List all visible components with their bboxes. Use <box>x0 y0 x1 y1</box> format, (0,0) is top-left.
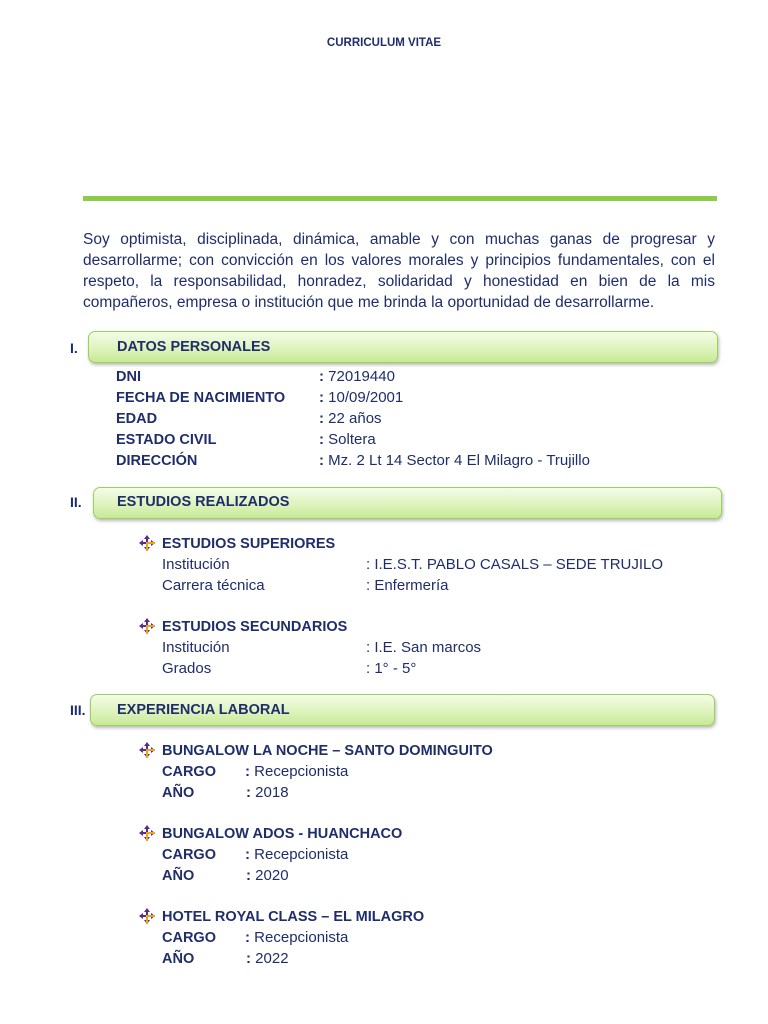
job-year-value: 2020 <box>255 867 289 884</box>
profile-paragraph: Soy optimista, disciplinada, dinámica, amable y con muchas ganas de progresar y desarrollarme; con convicción en los valores morales y principios fundamentales, con el respeto, la responsabilidad, honradez, solidaridad y honestidad en bien de la mis compañeros, empresa o institución que me brinda la oportunidad de desarrollarme. <box>83 231 715 311</box>
job-year <box>246 867 289 884</box>
job-cargo <box>245 763 348 780</box>
personal-value <box>319 368 395 385</box>
personal-value-text: 22 años <box>328 410 382 427</box>
studies-value: : Enfermería <box>366 577 449 594</box>
job-company: BUNGALOW ADOS - HUANCHACO <box>162 826 403 842</box>
studies-value: : I.E.S.T. PABLO CASALS – SEDE TRUJILO <box>366 556 664 573</box>
section-number: I. <box>70 340 78 356</box>
section-number: III. <box>70 702 86 718</box>
separator: : <box>245 929 250 946</box>
section-title: ESTUDIOS REALIZADOS <box>117 494 290 510</box>
job-cargo-label: CARGO <box>162 847 216 863</box>
separator: : <box>246 950 251 967</box>
job-year-label: AÑO <box>162 785 195 801</box>
personal-label: DIRECCIÓN <box>116 453 198 469</box>
separator: : <box>246 784 251 801</box>
job-year-label: AÑO <box>162 951 195 967</box>
job-cargo-label: CARGO <box>162 764 216 780</box>
four-point-arrow-bullet-icon <box>139 908 155 924</box>
job-year-value: 2018 <box>255 784 289 801</box>
studies-label: Carrera técnica <box>162 577 265 594</box>
studies-label: Institución <box>162 639 230 656</box>
separator: : <box>319 452 324 469</box>
studies-value: : 1° - 5° <box>366 660 417 677</box>
separator: : <box>319 410 324 427</box>
separator: : <box>245 846 250 863</box>
personal-value-text: 72019440 <box>328 368 395 385</box>
four-point-arrow-bullet-icon <box>139 535 155 551</box>
studies-group-heading: ESTUDIOS SUPERIORES <box>162 536 336 552</box>
separator: : <box>245 763 250 780</box>
personal-value <box>319 452 590 469</box>
personal-value <box>319 389 403 406</box>
job-cargo-value: Recepcionista <box>254 929 349 946</box>
job-cargo-value: Recepcionista <box>254 846 349 863</box>
studies-label: Grados <box>162 660 212 677</box>
separator: : <box>319 431 324 448</box>
personal-value-text: Mz. 2 Lt 14 Sector 4 El Milagro - Trujillo <box>328 452 590 469</box>
job-year-value: 2022 <box>255 950 289 967</box>
job-year-label: AÑO <box>162 868 195 884</box>
personal-label: FECHA DE NACIMIENTO <box>116 390 286 406</box>
job-company: BUNGALOW LA NOCHE – SANTO DOMINGUITO <box>162 743 493 759</box>
job-cargo <box>245 929 348 946</box>
four-point-arrow-bullet-icon <box>139 825 155 841</box>
document-title: CURRICULUM VITAE <box>326 37 442 49</box>
section-title: EXPERIENCIA LABORAL <box>117 702 290 718</box>
personal-value-text: Soltera <box>328 431 376 448</box>
personal-label: DNI <box>116 369 141 385</box>
separator: : <box>319 368 324 385</box>
personal-value <box>319 431 376 448</box>
job-year <box>246 950 289 967</box>
green-divider <box>83 196 717 201</box>
four-point-arrow-bullet-icon <box>139 742 155 758</box>
studies-group-heading: ESTUDIOS SECUNDARIOS <box>162 619 348 635</box>
job-cargo-value: Recepcionista <box>254 763 349 780</box>
four-point-arrow-bullet-icon <box>139 618 155 634</box>
separator: : <box>246 867 251 884</box>
personal-value <box>319 410 382 427</box>
studies-value: : I.E. San marcos <box>366 639 482 656</box>
studies-label: Institución <box>162 556 230 573</box>
personal-label: ESTADO CIVIL <box>116 432 217 448</box>
personal-label: EDAD <box>116 411 158 427</box>
personal-value-text: 10/09/2001 <box>328 389 404 406</box>
job-cargo-label: CARGO <box>162 930 216 946</box>
job-company: HOTEL ROYAL CLASS – EL MILAGRO <box>162 909 425 925</box>
separator: : <box>319 389 324 406</box>
job-year <box>246 784 289 801</box>
job-cargo <box>245 846 348 863</box>
section-title: DATOS PERSONALES <box>117 339 271 355</box>
section-number: II. <box>70 494 82 510</box>
